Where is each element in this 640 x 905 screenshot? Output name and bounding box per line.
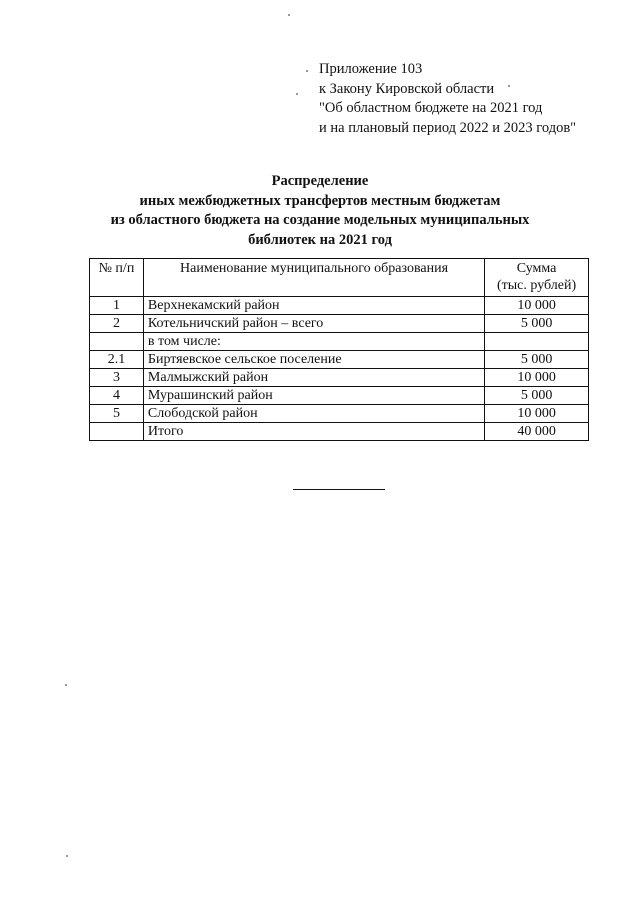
- row-name: Итого: [143, 423, 484, 441]
- row-sum: 5 000: [485, 387, 589, 405]
- distribution-table: [89, 258, 589, 441]
- table-row: [90, 351, 589, 369]
- scan-speck: [306, 70, 308, 72]
- row-name: Малмыжский район: [143, 369, 484, 387]
- row-num: 2: [90, 315, 144, 333]
- end-separator-line: [293, 489, 385, 490]
- title-line-1: Распределение: [271, 173, 369, 189]
- header-sum: [485, 259, 589, 297]
- scan-speck: [288, 14, 290, 16]
- row-sum: 5 000: [485, 351, 589, 369]
- appendix-number: Приложение 103: [319, 61, 423, 77]
- appendix-law-title: "Об областном бюджете на 2021 год: [319, 100, 543, 116]
- row-sum: 10 000: [485, 369, 589, 387]
- table-header-row: [90, 259, 589, 297]
- row-sum: 40 000: [485, 423, 589, 441]
- row-name: Биртяевское сельское поселение: [143, 351, 484, 369]
- title-line-3: из областного бюджета на создание модельных муниципальных: [110, 212, 530, 228]
- row-sum: 10 000: [485, 405, 589, 423]
- header-sum-label: Сумма: [516, 261, 557, 276]
- row-num: 5: [90, 405, 144, 423]
- row-sum: 10 000: [485, 297, 589, 315]
- header-num: № п/п: [90, 259, 144, 297]
- row-num: [90, 333, 144, 351]
- row-sum: [485, 333, 589, 351]
- row-num: [90, 423, 144, 441]
- scan-speck: [66, 855, 68, 857]
- row-sum: 5 000: [485, 315, 589, 333]
- appendix-law: к Закону Кировской области: [319, 80, 495, 97]
- row-num: 1: [90, 297, 144, 315]
- scan-speck: [508, 85, 510, 87]
- appendix-law-period: и на плановый период 2022 и 2023 годов": [319, 119, 577, 136]
- table-row: [90, 369, 589, 387]
- title-line-2: иных межбюджетных трансфертов местным бюджетам: [139, 192, 501, 209]
- table-total-row: [90, 423, 589, 441]
- table-row: [90, 405, 589, 423]
- table-row: [90, 333, 589, 351]
- row-name: Котельничский район – всего: [143, 315, 484, 333]
- row-num: 4: [90, 387, 144, 405]
- scan-speck: [296, 93, 298, 95]
- header-name: Наименование муниципального образования: [143, 259, 484, 297]
- table-row: [90, 387, 589, 405]
- appendix-reference: [319, 60, 576, 138]
- document-title: [0, 172, 640, 250]
- row-name: Мурашинский район: [143, 387, 484, 405]
- header-sum-unit: (тыс. рублей): [496, 278, 577, 293]
- row-name: Верхнекамский район: [143, 297, 484, 315]
- title-line-4: библиотек на 2021 год: [248, 231, 392, 248]
- table-row: [90, 297, 589, 315]
- row-name: Слободской район: [143, 405, 484, 423]
- row-num: 3: [90, 369, 144, 387]
- scan-speck: [65, 684, 67, 686]
- table-row: [90, 315, 589, 333]
- row-num: 2.1: [90, 351, 144, 369]
- row-name: в том числе:: [143, 333, 484, 351]
